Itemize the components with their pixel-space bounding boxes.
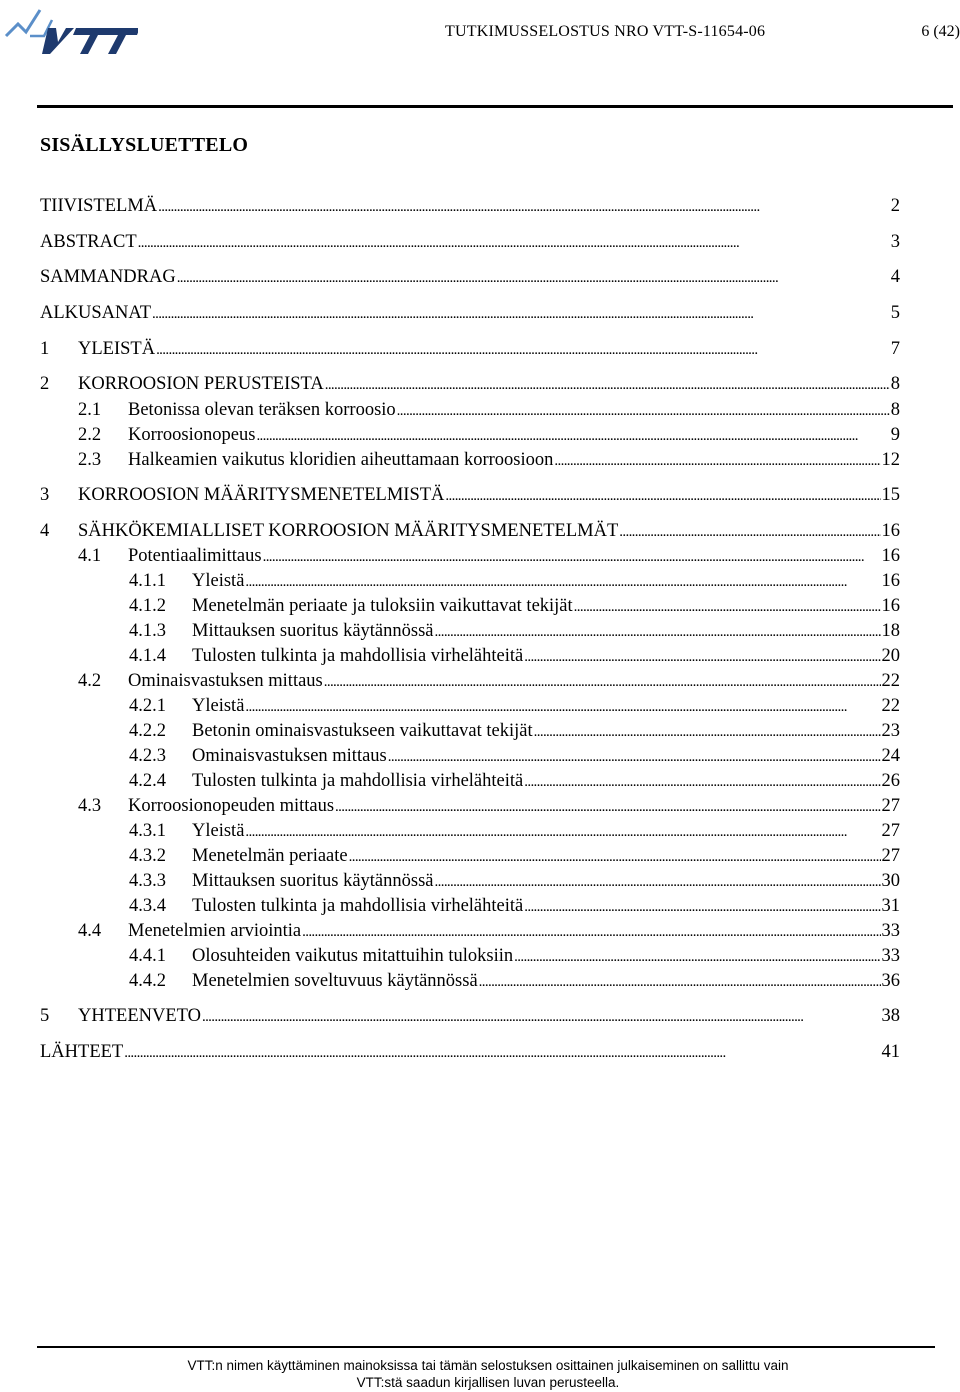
toc-dot-leader — [245, 570, 880, 593]
header-rule — [37, 105, 953, 108]
toc-entry-label: Ominaisvastuksen mittaus — [128, 671, 323, 691]
toc-entry-page: 24 — [881, 746, 900, 766]
toc-entry[interactable] — [40, 484, 900, 507]
toc-entry-label: Korroosionopeus — [128, 425, 256, 445]
toc-dot-leader — [158, 195, 890, 218]
toc-entry-number: 2.3 — [78, 450, 102, 470]
toc-dot-leader — [324, 670, 881, 693]
toc-entry-page: 38 — [881, 1006, 900, 1026]
toc-entry-page: 3 — [890, 232, 900, 252]
toc-entry-number: 4.1 — [78, 546, 102, 566]
toc-entry[interactable] — [40, 338, 900, 361]
toc-dot-leader — [325, 373, 890, 396]
toc-entry[interactable] — [129, 870, 900, 893]
toc-entry-page: 8 — [890, 400, 900, 420]
toc-entry[interactable] — [129, 945, 900, 968]
toc-entry-page: 27 — [881, 796, 900, 816]
toc-dot-leader — [138, 231, 890, 254]
toc-dot-leader — [514, 945, 880, 968]
toc-entry-label: Tulosten tulkinta ja mahdollisia virhelähteitä — [192, 771, 524, 791]
toc-entry[interactable] — [78, 795, 900, 818]
toc-entry-label: YLEISTÄ — [78, 339, 156, 359]
toc-dot-leader — [619, 520, 880, 543]
toc-dot-leader — [554, 449, 880, 472]
toc-entry-label: Yleistä — [192, 696, 245, 716]
toc-entry-page: 2 — [890, 196, 900, 216]
toc-entry-page: 22 — [881, 696, 900, 716]
toc-entry-number: 4.1.3 — [129, 621, 166, 641]
toc-dot-leader — [124, 1041, 880, 1064]
toc-entry-label: KORROOSION MÄÄRITYSMENETELMISTÄ — [78, 485, 445, 505]
toc-entry-page: 33 — [881, 946, 900, 966]
toc-entry-page: 36 — [881, 971, 900, 991]
toc-entry-label: Ominaisvastuksen mittaus — [192, 746, 387, 766]
toc-entry-page: 7 — [890, 339, 900, 359]
toc-entry-number: 4.1.1 — [129, 571, 166, 591]
toc-entry-number: 4.1.2 — [129, 596, 166, 616]
toc-dot-leader — [202, 1005, 881, 1028]
toc-entry[interactable] — [129, 770, 900, 793]
toc-entry-number: 4.2 — [78, 671, 102, 691]
toc-entry-number: 4 — [40, 521, 50, 541]
toc-entry-label: Menetelmien arviointia — [128, 921, 302, 941]
toc-entry-number: 1 — [40, 339, 50, 359]
toc-entry[interactable] — [129, 720, 900, 743]
toc-entry[interactable] — [78, 545, 900, 568]
toc-entry-page: 20 — [881, 646, 900, 666]
toc-dot-leader — [156, 338, 890, 361]
footer-rule — [37, 1346, 935, 1348]
toc-entry-label: SÄHKÖKEMIALLISET KORROOSION MÄÄRITYSMENETELMÄT — [78, 521, 619, 541]
toc-dot-leader — [177, 266, 890, 289]
toc-entry[interactable] — [129, 695, 900, 718]
toc-entry-number: 4.2.2 — [129, 721, 166, 741]
toc-dot-leader — [302, 920, 880, 943]
toc-entry[interactable] — [129, 620, 900, 643]
toc-entry-label: Yleistä — [192, 821, 245, 841]
toc-dot-leader — [524, 895, 880, 918]
toc-entry[interactable] — [129, 820, 900, 843]
toc-entry-number: 4.3.1 — [129, 821, 166, 841]
toc-dot-leader — [397, 399, 890, 422]
toc-entry[interactable] — [78, 399, 900, 422]
footer-notice-line-1: VTT:n nimen käyttäminen mainoksissa tai tämän selostuksen osittainen julkaiseminen on sallittu vain — [187, 1358, 789, 1373]
toc-entry-label: YHTEENVETO — [78, 1006, 201, 1026]
toc-entry-page: 16 — [881, 546, 900, 566]
toc-entry-label: Mittauksen suoritus käytännössä — [192, 871, 434, 891]
toc-entry-page: 23 — [881, 721, 900, 741]
toc-entry-page: 5 — [890, 303, 900, 323]
toc-entry-number: 4.4 — [78, 921, 102, 941]
toc-entry-number: 4.3.2 — [129, 846, 166, 866]
toc-dot-leader — [256, 424, 889, 447]
toc-entry-number: 4.2.1 — [129, 696, 166, 716]
toc-entry[interactable] — [40, 1041, 900, 1064]
toc-dot-leader — [435, 620, 881, 643]
toc-dot-leader — [524, 770, 880, 793]
toc-dot-leader — [245, 820, 880, 843]
toc-entry-label: Mittauksen suoritus käytännössä — [192, 621, 434, 641]
report-id: TUTKIMUSSELOSTUS NRO VTT-S-11654-06 — [445, 23, 766, 40]
toc-entry-number: 3 — [40, 485, 50, 505]
toc-entry-label: Halkeamien vaikutus kloridien aiheuttamaan korroosioon — [128, 450, 554, 470]
toc-dot-leader — [445, 484, 880, 507]
toc-entry-page: 33 — [881, 921, 900, 941]
toc-entry[interactable] — [129, 570, 900, 593]
toc-entry[interactable] — [40, 266, 900, 289]
toc-entry-label: Tulosten tulkinta ja mahdollisia virhelähteitä — [192, 646, 524, 666]
toc-dot-leader — [349, 845, 881, 868]
toc-dot-leader — [263, 545, 881, 568]
toc-entry-label: Tulosten tulkinta ja mahdollisia virhelähteitä — [192, 896, 524, 916]
toc-entry-number: 2.1 — [78, 400, 102, 420]
toc-entry-label: TIIVISTELMÄ — [40, 196, 158, 216]
toc-entry[interactable] — [129, 895, 900, 918]
vtt-logo-icon — [4, 6, 138, 56]
toc-entry-page: 26 — [881, 771, 900, 791]
toc-entry-number: 5 — [40, 1006, 50, 1026]
toc-entry-number: 2 — [40, 374, 50, 394]
toc-entry-label: SAMMANDRAG — [40, 267, 176, 287]
vtt-logo — [4, 6, 138, 56]
toc-entry[interactable] — [129, 595, 900, 618]
toc-entry-number: 4.3.4 — [129, 896, 166, 916]
toc-entry-number: 4.2.3 — [129, 746, 166, 766]
toc-entry[interactable] — [40, 195, 900, 218]
toc-entry[interactable] — [78, 920, 900, 943]
toc-entry-page: 18 — [881, 621, 900, 641]
toc-entry-label: Menetelmien soveltuvuus käytännössä — [192, 971, 478, 991]
toc-dot-leader — [479, 970, 881, 993]
toc-dot-leader — [335, 795, 880, 818]
toc-entry-label: Betonissa olevan teräksen korroosio — [128, 400, 396, 420]
toc-entry-page: 15 — [881, 485, 900, 505]
toc-entry-label: Menetelmän periaate ja tuloksiin vaikuttavat tekijät — [192, 596, 573, 616]
toc-entry-page: 27 — [881, 846, 900, 866]
toc-entry[interactable] — [78, 670, 900, 693]
toc-dot-leader — [388, 745, 881, 768]
toc-entry-label: LÄHTEET — [40, 1042, 124, 1062]
toc-dot-leader — [574, 595, 881, 618]
toc-entry[interactable] — [129, 845, 900, 868]
toc-entry-label: Potentiaalimittaus — [128, 546, 262, 566]
toc-entry-number: 4.2.4 — [129, 771, 166, 791]
toc-entry-page: 27 — [881, 821, 900, 841]
toc-entry[interactable] — [129, 645, 900, 668]
toc-entry-page: 4 — [890, 267, 900, 287]
toc-entry[interactable] — [40, 373, 900, 396]
toc-entry-label: KORROOSION PERUSTEISTA — [78, 374, 324, 394]
toc-dot-leader — [152, 302, 890, 325]
toc-entry[interactable] — [40, 231, 900, 254]
toc-entry-label: Olosuhteiden vaikutus mitattuihin tuloksiin — [192, 946, 514, 966]
toc-entry-number: 4.3.3 — [129, 871, 166, 891]
toc-dot-leader — [534, 720, 881, 743]
toc-entry-page: 30 — [881, 871, 900, 891]
toc-entry-label: Korroosionopeuden mittaus — [128, 796, 335, 816]
toc-entry[interactable] — [129, 745, 900, 768]
toc-entry-page: 12 — [881, 450, 900, 470]
toc-entry-page: 16 — [881, 596, 900, 616]
toc-entry-page: 16 — [881, 571, 900, 591]
toc-entry[interactable] — [40, 1005, 900, 1028]
toc-entry-page: 22 — [881, 671, 900, 691]
toc-entry[interactable] — [78, 449, 900, 472]
toc-entry-label: Menetelmän periaate — [192, 846, 348, 866]
toc-title: SISÄLLYSLUETTELO — [40, 134, 249, 156]
toc-entry-number: 4.4.2 — [129, 971, 166, 991]
footer-notice-line-2: VTT:stä saadun kirjallisen luvan perusteella. — [356, 1375, 620, 1390]
toc-entry[interactable] — [129, 970, 900, 993]
toc-entry-label: Betonin ominaisvastukseen vaikuttavat tekijät — [192, 721, 533, 741]
toc-entry-number: 4.3 — [78, 796, 102, 816]
toc-dot-leader — [524, 645, 880, 668]
toc-dot-leader — [245, 695, 880, 718]
toc-entry-label: Yleistä — [192, 571, 245, 591]
toc-entry-page: 9 — [890, 425, 900, 445]
toc-entry[interactable] — [40, 520, 900, 543]
toc-dot-leader — [435, 870, 881, 893]
toc-entry-page: 8 — [890, 374, 900, 394]
toc-entry[interactable] — [78, 424, 900, 447]
toc-entry-number: 2.2 — [78, 425, 102, 445]
toc-entry-label: ALKUSANAT — [40, 303, 151, 323]
toc-entry[interactable] — [40, 302, 900, 325]
toc-entry-page: 16 — [881, 521, 900, 541]
toc-entry-number: 4.1.4 — [129, 646, 166, 666]
toc-entry-label: ABSTRACT — [40, 232, 137, 252]
toc-entry-page: 41 — [881, 1042, 900, 1062]
page-number: 6 (42) — [921, 23, 960, 40]
toc-entry-page: 31 — [881, 896, 900, 916]
toc-entry-number: 4.4.1 — [129, 946, 166, 966]
